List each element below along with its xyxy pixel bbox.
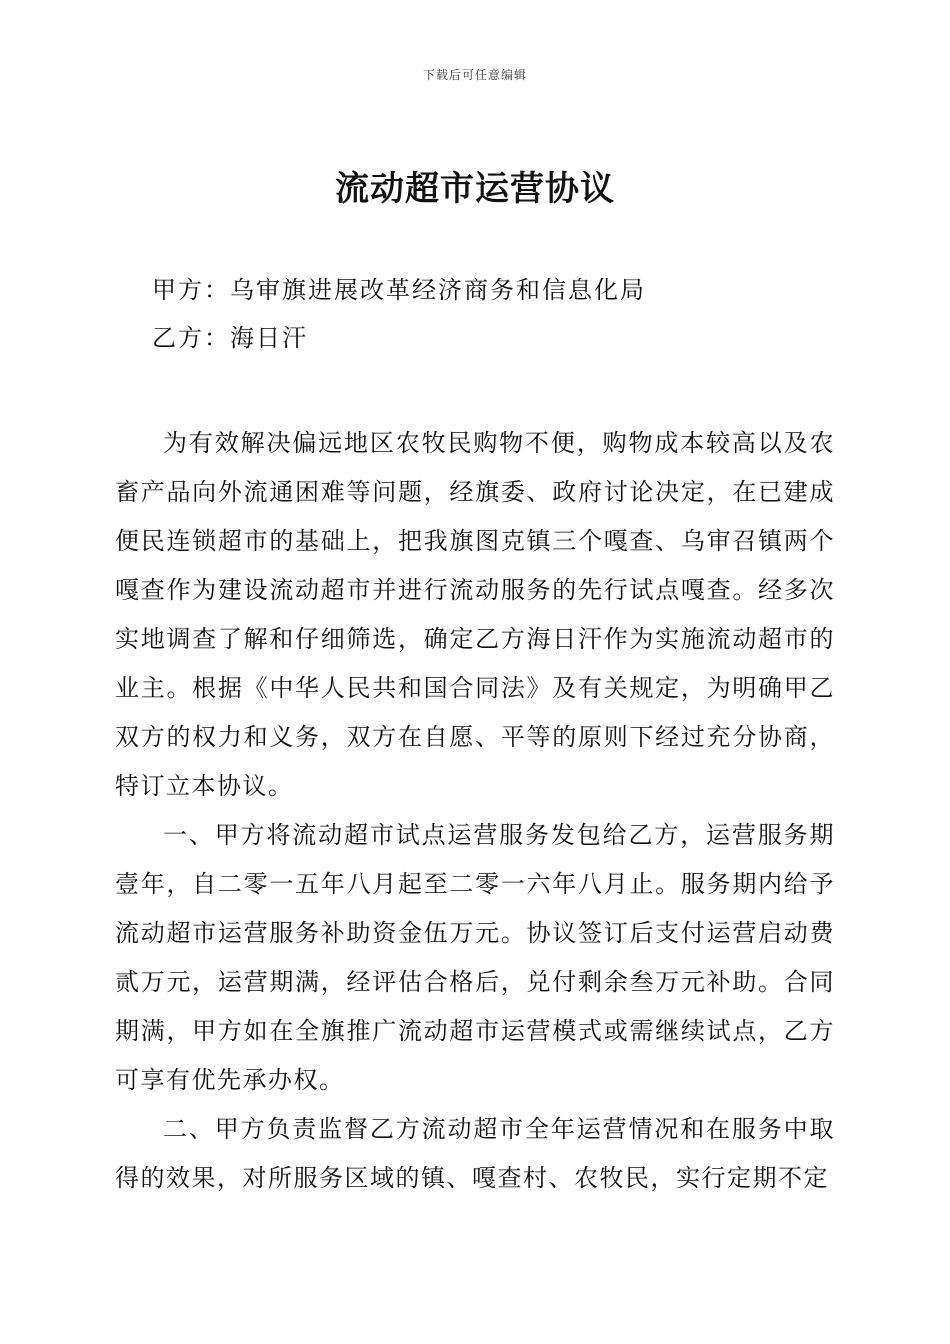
paragraph-clause-1: 一、甲方将流动超市试点运营服务发包给乙方，运营服务期壹年，自二零一五年八月起至二零一六年八月止。服务期内给予流动超市运营服务补助资金伍万元。协议签订后支付运营启动费贰万元，运营期满，经评估合格后，兑付剩余叁万元补助。合同期满，甲方如在全旗推广流动超市运营模式或需继续试点，乙方可享有优先承办权。 [115,821,835,1094]
document-body [115,419,835,1203]
party-a: 甲方：乌审旗进展改革经济商务和信息化局 [152,276,646,304]
party-b: 乙方：海日汗 [152,324,308,352]
document-title: 流动超市运营协议 [335,169,615,209]
paragraph-intro: 为有效解决偏远地区农牧民购物不便，购物成本较高以及农畜产品向外流通困难等问题，经旗委、政府讨论决定，在已建成便民连锁超市的基础上，把我旗图克镇三个嘎查、乌审召镇两个嘎查作为建设流动超市并进行流动服务的先行试点嘎查。经多次实地调查了解和仔细筛选，确定乙方海日汗作为实施流动超市的业主。根据《中华人民共和国合同法》及有关规定，为明确甲乙双方的权力和义务，双方在自愿、平等的原则下经过充分协商，特订立本协议。 [115,429,835,800]
paragraph-clause-2: 二、甲方负责监督乙方流动超市全年运营情况和在服务中取得的效果，对所服务区域的镇、嘎查村、农牧民，实行定期不定 [115,1115,835,1192]
header-note: 下载后可任意编辑 [422,68,527,82]
